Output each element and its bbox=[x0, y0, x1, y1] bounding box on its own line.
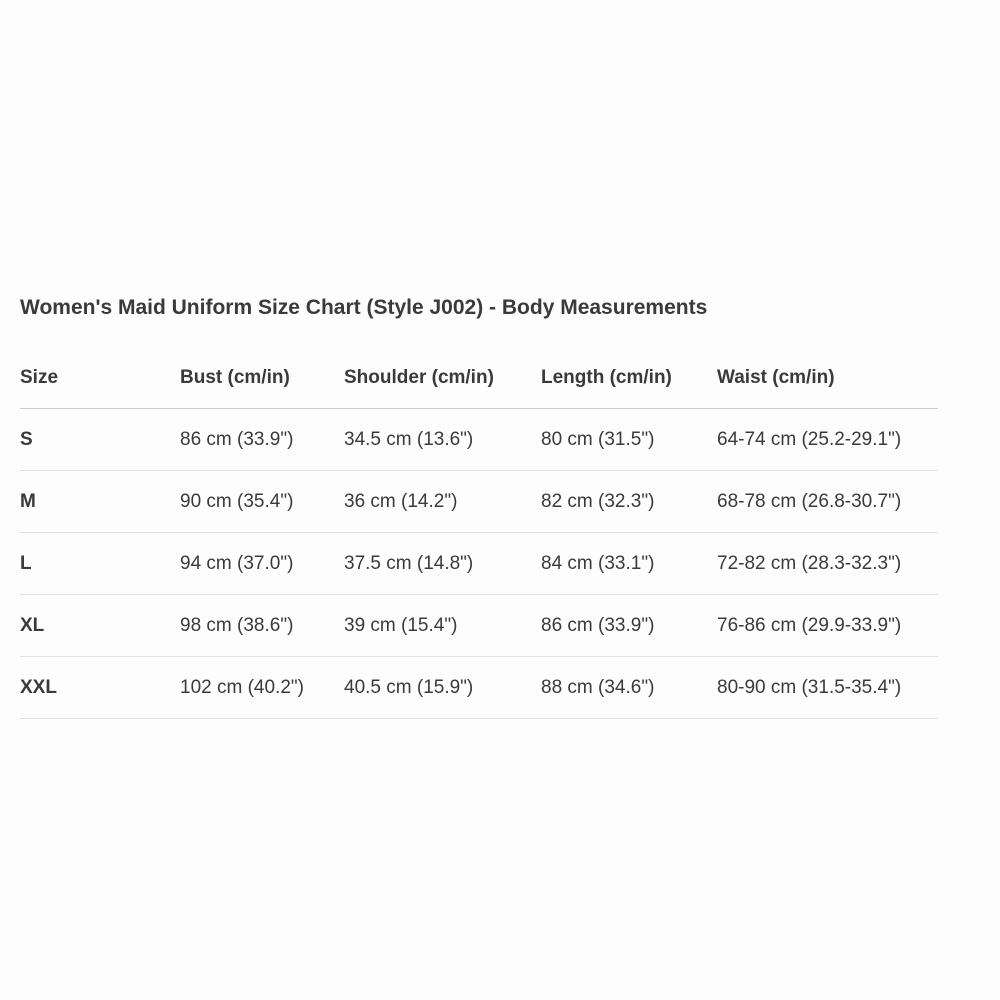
waist-cell: 64-74 cm (25.2-29.1") bbox=[717, 409, 938, 471]
bust-cell: 102 cm (40.2") bbox=[180, 657, 344, 719]
length-cell: 80 cm (31.5") bbox=[541, 409, 717, 471]
table-row bbox=[20, 657, 938, 719]
table-body bbox=[20, 409, 938, 719]
chart-title: Women's Maid Uniform Size Chart (Style J002) - Body Measurements bbox=[20, 296, 708, 319]
header-length: Length (cm/in) bbox=[541, 348, 717, 409]
shoulder-cell: 36 cm (14.2") bbox=[344, 471, 541, 533]
waist-cell: 72-82 cm (28.3-32.3") bbox=[717, 533, 938, 595]
size-cell: S bbox=[20, 409, 180, 471]
table-row bbox=[20, 471, 938, 533]
size-cell: XXL bbox=[20, 657, 180, 719]
length-cell: 82 cm (32.3") bbox=[541, 471, 717, 533]
length-cell: 88 cm (34.6") bbox=[541, 657, 717, 719]
bust-cell: 86 cm (33.9") bbox=[180, 409, 344, 471]
shoulder-cell: 40.5 cm (15.9") bbox=[344, 657, 541, 719]
shoulder-cell: 37.5 cm (14.8") bbox=[344, 533, 541, 595]
waist-cell: 80-90 cm (31.5-35.4") bbox=[717, 657, 938, 719]
size-cell: L bbox=[20, 533, 180, 595]
size-cell: XL bbox=[20, 595, 180, 657]
table-row bbox=[20, 409, 938, 471]
waist-cell: 68-78 cm (26.8-30.7") bbox=[717, 471, 938, 533]
shoulder-cell: 39 cm (15.4") bbox=[344, 595, 541, 657]
size-cell: M bbox=[20, 471, 180, 533]
header-row bbox=[20, 348, 938, 409]
size-chart-table bbox=[20, 348, 938, 719]
table-row bbox=[20, 533, 938, 595]
header-shoulder: Shoulder (cm/in) bbox=[344, 348, 541, 409]
header-waist: Waist (cm/in) bbox=[717, 348, 938, 409]
length-cell: 84 cm (33.1") bbox=[541, 533, 717, 595]
table-header bbox=[20, 348, 938, 409]
header-size: Size bbox=[20, 348, 180, 409]
header-bust: Bust (cm/in) bbox=[180, 348, 344, 409]
bust-cell: 94 cm (37.0") bbox=[180, 533, 344, 595]
waist-cell: 76-86 cm (29.9-33.9") bbox=[717, 595, 938, 657]
table-row bbox=[20, 595, 938, 657]
bust-cell: 98 cm (38.6") bbox=[180, 595, 344, 657]
bust-cell: 90 cm (35.4") bbox=[180, 471, 344, 533]
shoulder-cell: 34.5 cm (13.6") bbox=[344, 409, 541, 471]
length-cell: 86 cm (33.9") bbox=[541, 595, 717, 657]
